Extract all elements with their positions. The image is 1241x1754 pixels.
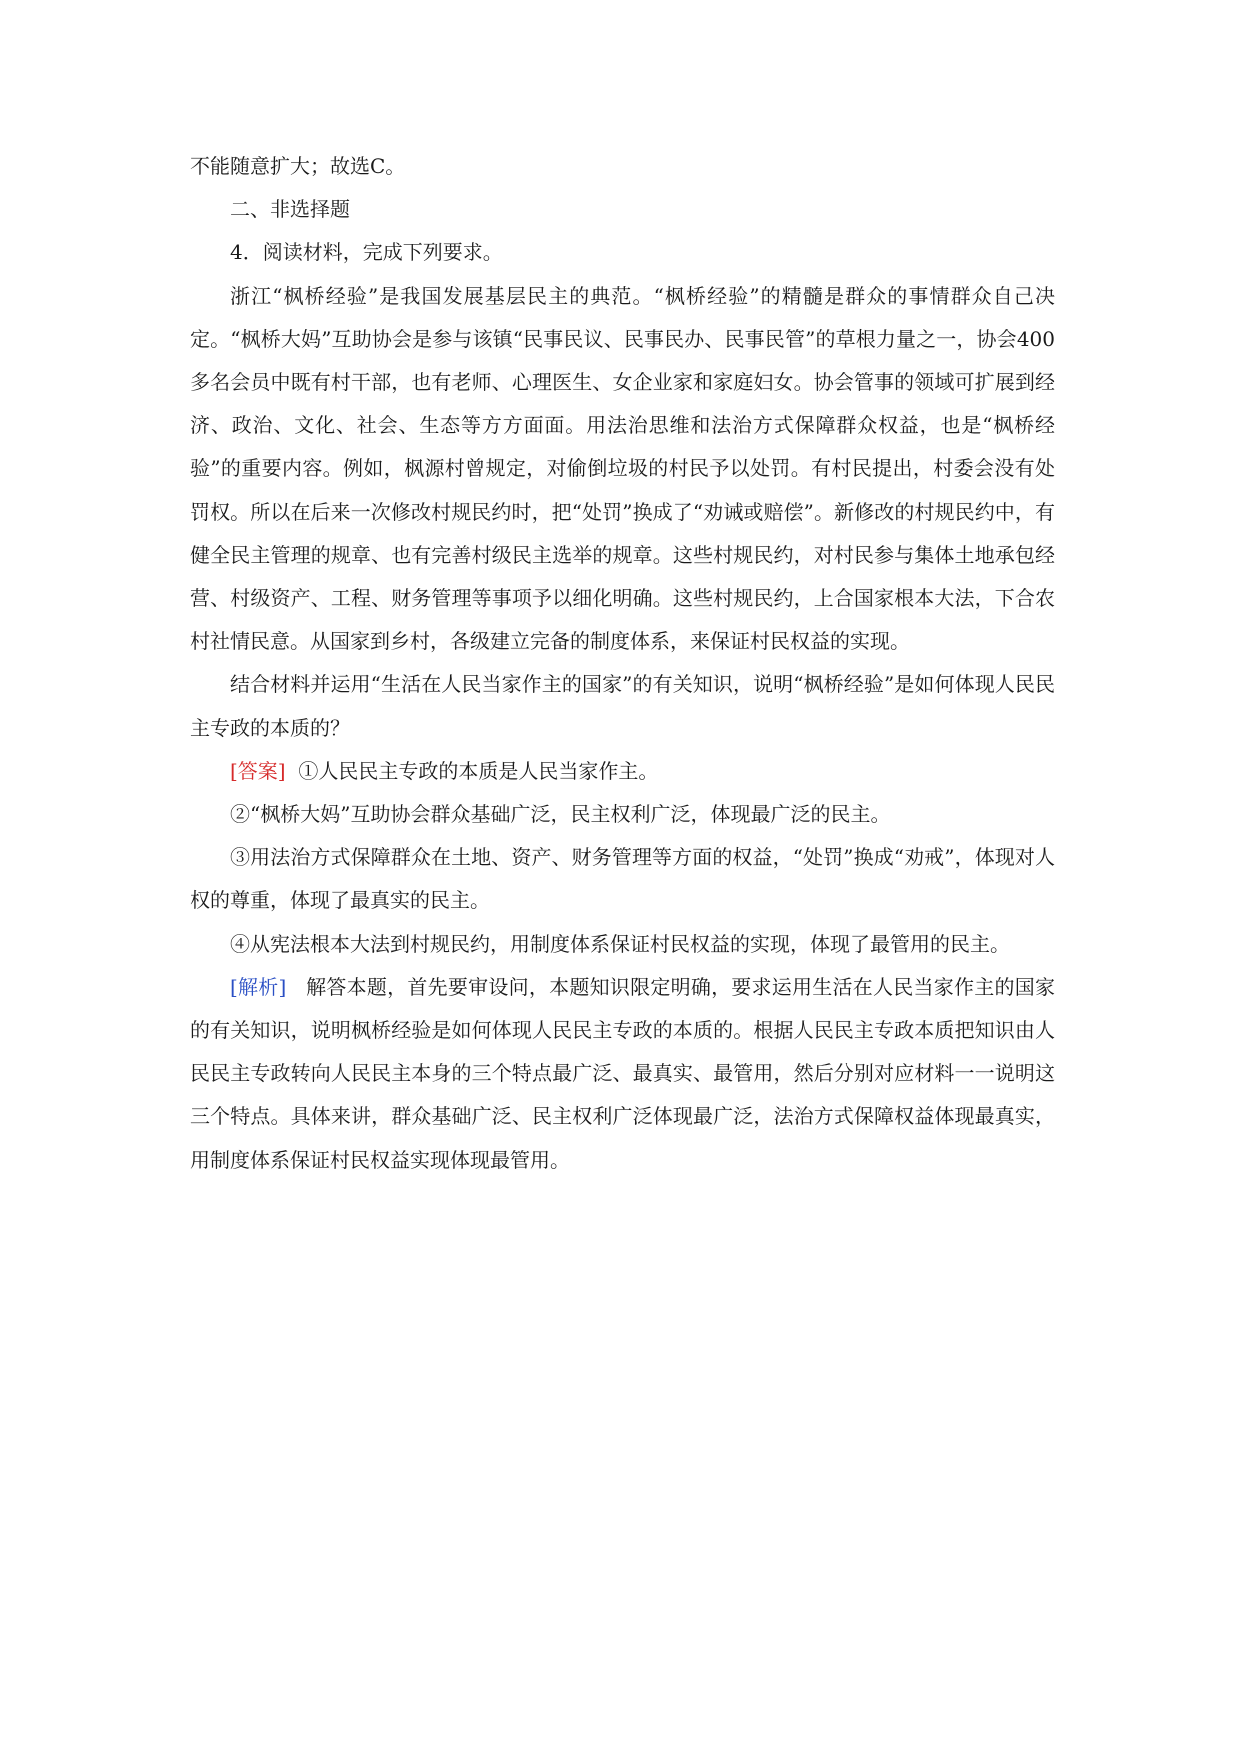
question-text: 结合材料并运用“生活在人民当家作主的国家”的有关知识，说明“枫桥经验”是如何体现人民民主专政的本质的？ [190, 672, 1055, 740]
answer-point-2: ②“枫桥大妈”互助协会群众基础广泛，民主权利广泛，体现最广泛的民主。 [230, 802, 891, 827]
answer-label: [答案] [230, 758, 286, 783]
analysis-paragraph [190, 966, 1055, 1182]
analysis-text: 解答本题，首先要审设问，本题知识限定明确，要求运用生活在人民当家作主的国家的有关知识，说明枫桥经验是如何体现人民民主专政的本质的。根据人民民主专政本质把知识由人民民主专政转向人民民主本身的三个特点最广泛、最真实、最管用，然后分别对应材料一一说明这三个特点。具体来讲，群众基础广泛、民主权利广泛体现最广泛，法治方式保障权益体现最真实，用制度体系保证村民权益实现体现最管用。 [190, 974, 1055, 1172]
answer-point-4: ④从宪法根本大法到村规民约，用制度体系保证村民权益的实现，体现了最管用的民主。 [230, 931, 1010, 956]
answer-point-3: ③用法治方式保障群众在土地、资产、财务管理等方面的权益，“处罚”换成“劝戒”，体现对人权的尊重，体现了最真实的民主。 [190, 845, 1055, 913]
analysis-label: [解析] [230, 974, 287, 999]
answer-point-1 [190, 750, 1055, 793]
answer-point-1-text: ①人民民主专政的本质是人民当家作主。 [298, 758, 659, 783]
material-paragraph: 浙江“枫桥经验”是我国发展基层民主的典范。“枫桥经验”的精髓是群众的事情群众自己决定。“枫桥大妈”互助协会是参与该镇“民事民议、民事民办、民事民管”的草根力量之一，协会400多名会员中既有村干部，也有老师、心理医生、女企业家和家庭妇女。协会管事的领域可扩展到经济、政治、文化、社会、生态等方方面面。用法治思维和法治方式保障群众权益，也是“枫桥经验”的重要内容。例如，枫源村曾规定，对偷倒垃圾的村民予以处罚。有村民提出，村委会没有处罚权。所以在后来一次修改村规民约时，把“处罚”换成了“劝诫或赔偿”。新修改的村规民约中，有健全民主管理的规章、也有完善村级民主选举的规章。这些村规民约，对村民参与集体土地承包经营、村级资产、工程、财务管理等事项予以细化明确。这些村规民约，上合国家根本大法，下合农村社情民意。从国家到乡村，各级建立完备的制度体系，来保证村民权益的实现。 [190, 283, 1055, 654]
document-body [190, 145, 1055, 1182]
previous-answer-end: 不能随意扩大；故选C。 [190, 154, 406, 178]
question-intro: 4．阅读材料，完成下列要求。 [230, 240, 503, 265]
section-heading: 二、非选择题 [230, 197, 350, 222]
